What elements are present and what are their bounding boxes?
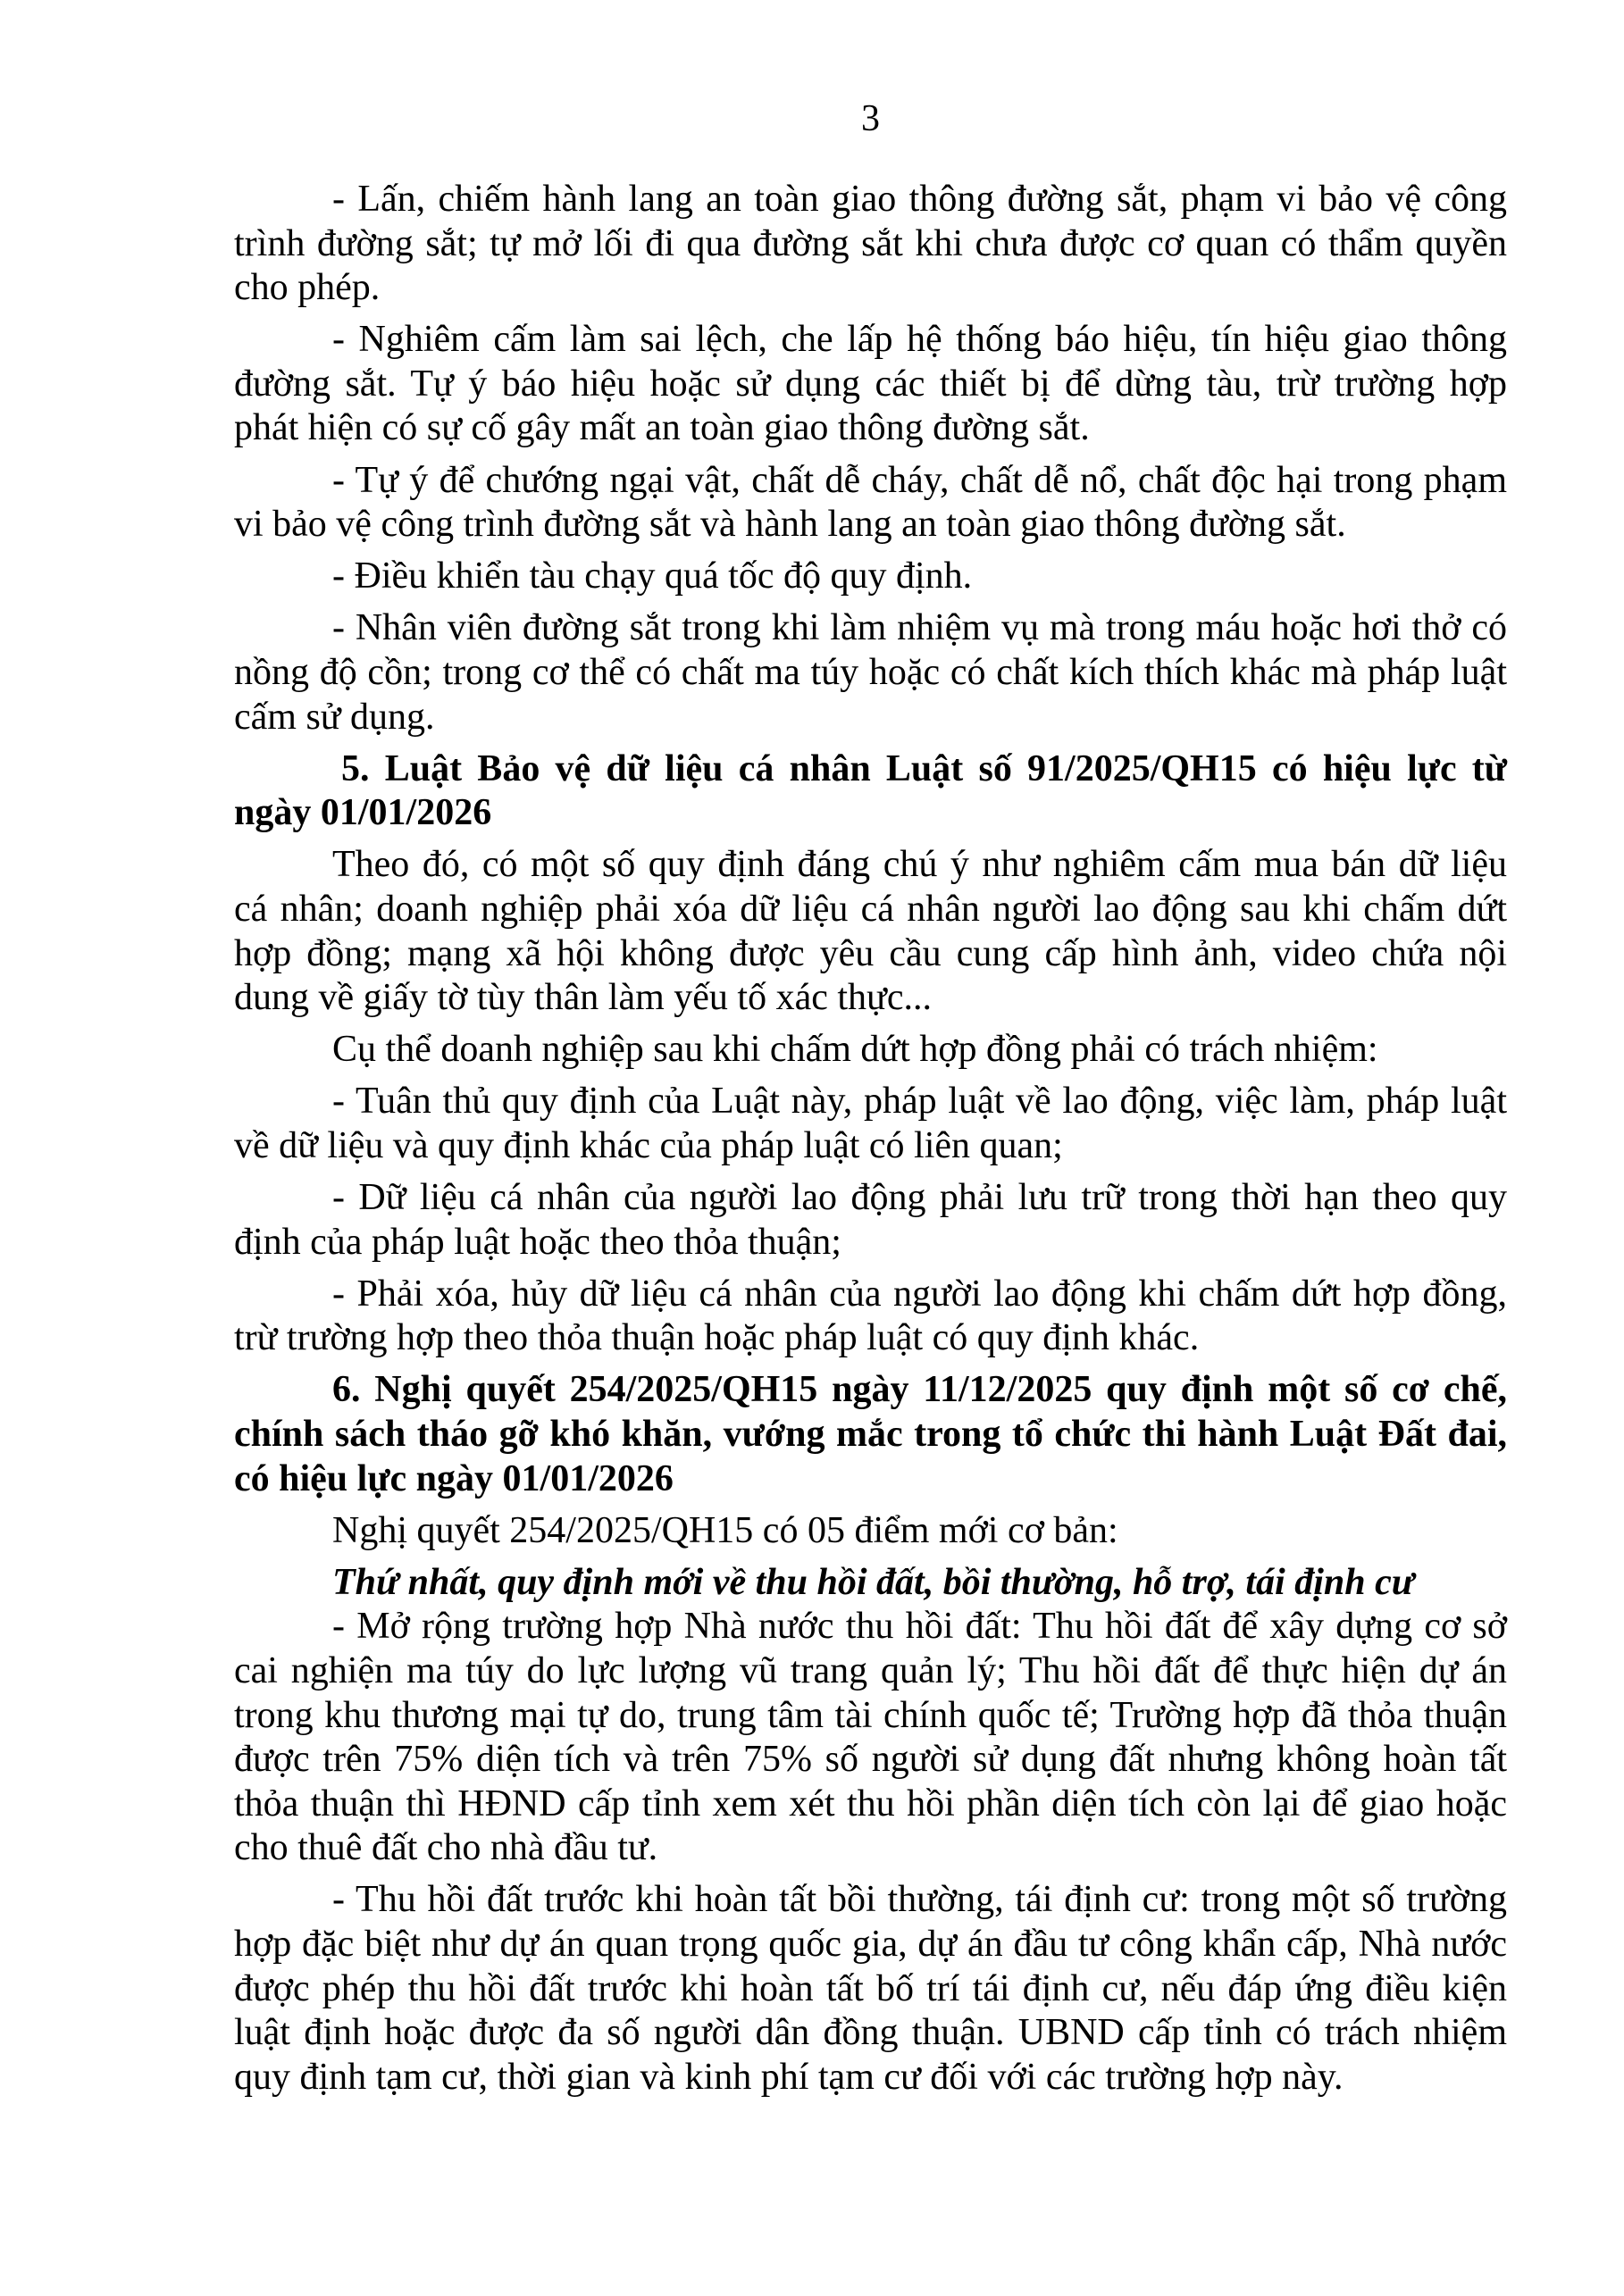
- paragraph-obstacles: [234, 459, 1507, 547]
- text-line: về dữ liệu và quy định khác của pháp luật có liên quan;: [234, 1124, 1063, 1166]
- text-line: cho thuê đất cho nhà đầu tư.: [234, 1827, 658, 1869]
- text-line: - Nhân viên đường sắt trong khi làm nhiệm vụ mà trong máu hoặc hơi thở có: [332, 607, 1507, 649]
- text-line: - Mở rộng trường hợp Nhà nước thu hồi đất: Thu hồi đất để xây dựng cơ sở: [332, 1606, 1507, 1648]
- document-body: [234, 178, 1507, 2100]
- text-line: trình đường sắt; tự mở lối đi qua đường sắt khi chưa được cơ quan có thẩm quyền: [234, 222, 1507, 264]
- text-line: đường sắt. Tự ý báo hiệu hoặc sử dụng các thiết bị để dừng tàu, trừ trường hợp: [234, 363, 1507, 405]
- text-line: được phép thu hồi đất trước khi hoàn tất bố trí tái định cư, nếu đáp ứng điều kiện: [234, 1967, 1507, 2009]
- paragraph-speeding: [234, 555, 1507, 599]
- text-line: - Tuân thủ quy định của Luật này, pháp luật về lao động, việc làm, pháp luật: [332, 1081, 1507, 1123]
- text-line: cho phép.: [234, 267, 381, 309]
- text-line: - Dữ liệu cá nhân của người lao động phải lưu trữ trong thời hạn theo quy: [332, 1176, 1507, 1218]
- text-line: dung về giấy tờ tùy thân làm yếu tố xác thực...: [234, 977, 932, 1019]
- heading-line: chính sách tháo gỡ khó khăn, vướng mắc trong tổ chức thi hành Luật Đất đai,: [234, 1413, 1507, 1455]
- heading-line: có hiệu lực ngày 01/01/2026: [234, 1457, 674, 1499]
- heading-line: 5. Luật Bảo vệ dữ liệu cá nhân Luật số 91/2025/QH15 có hiệu lực từ: [341, 747, 1507, 789]
- text-line: - Phải xóa, hủy dữ liệu cá nhân của người lao động khi chấm dứt hợp đồng,: [332, 1273, 1507, 1315]
- text-line: phát hiện có sự cố gây mất an toàn giao thông đường sắt.: [234, 407, 1090, 449]
- page-number: 3: [861, 98, 880, 139]
- text-line: cá nhân; doanh nghiệp phải xóa dữ liệu cá nhân người lao động sau khi chấm dứt: [234, 888, 1507, 930]
- text-line: - Nghiêm cấm làm sai lệch, che lấp hệ thống báo hiệu, tín hiệu giao thông: [332, 319, 1507, 361]
- text-line: Nghị quyết 254/2025/QH15 có 05 điểm mới cơ bản:: [332, 1509, 1118, 1551]
- section-heading-5: [234, 747, 1507, 836]
- text-line: - Điều khiển tàu chạy quá tốc độ quy định.: [332, 555, 973, 597]
- text-line: quy định tạm cư, thời gian và kinh phí tạm cư đối với các trường hợp này.: [234, 2056, 1344, 2098]
- paragraph-signal-tampering: [234, 318, 1507, 451]
- text-line: được trên 75% diện tích và trên 75% số người sử dụng đất nhưng không hoàn tất: [234, 1739, 1507, 1781]
- paragraph-resolution-intro: [234, 1509, 1507, 1554]
- text-line: - Tự ý để chướng ngại vật, chất dễ cháy, chất dễ nổ, chất độc hại trong phạm: [332, 459, 1507, 501]
- text-line: hợp đồng; mạng xã hội không được yêu cầu cung cấp hình ảnh, video chứa nội: [234, 932, 1507, 974]
- paragraph-employer-duties: [234, 1028, 1507, 1073]
- text-line: vi bảo vệ công trình đường sắt và hành lang an toàn giao thông đường sắt.: [234, 504, 1346, 546]
- heading-line: 6. Nghị quyết 254/2025/QH15 ngày 11/12/2025 quy định một số cơ chế,: [332, 1369, 1507, 1411]
- text-line: định của pháp luật hoặc theo thỏa thuận;: [234, 1221, 841, 1263]
- text-line: thỏa thuận thì HĐND cấp tỉnh xem xét thu hồi phần diện tích còn lại để giao hoặc: [234, 1783, 1507, 1824]
- text-line: hợp đặc biệt như dự án quan trọng quốc gia, dự án đầu tư công khẩn cấp, Nhà nước: [234, 1923, 1507, 1965]
- paragraph-data-law-summary: [234, 843, 1507, 1020]
- text-line: Cụ thể doanh nghiệp sau khi chấm dứt hợp đồng phải có trách nhiệm:: [332, 1029, 1378, 1071]
- paragraph-railway-encroachment: [234, 178, 1507, 311]
- text-line: Theo đó, có một số quy định đáng chú ý như nghiêm cấm mua bán dữ liệu: [332, 844, 1507, 886]
- section-heading-6: [234, 1368, 1507, 1501]
- text-line: luật định hoặc được đa số người dân đồng thuận. UBND cấp tỉnh có trách nhiệm: [234, 2012, 1507, 2054]
- heading-line: ngày 01/01/2026: [234, 792, 492, 834]
- text-line: - Lấn, chiếm hành lang an toàn giao thông đường sắt, phạm vi bảo vệ công: [332, 179, 1507, 220]
- text-line: cấm sử dụng.: [234, 696, 435, 738]
- text-line: nồng độ cồn; trong cơ thể có chất ma túy hoặc có chất kích thích khác mà pháp luật: [234, 651, 1507, 693]
- paragraph-land-recovery-expansion: [234, 1605, 1507, 1871]
- text-line: cai nghiện ma túy do lực lượng vũ trang quản lý; Thu hồi đất để thực hiện dự án: [234, 1649, 1507, 1691]
- paragraph-early-land-recovery: [234, 1878, 1507, 2100]
- subheading-line: Thứ nhất, quy định mới về thu hồi đất, bồi thường, hỗ trợ, tái định cư: [332, 1561, 1414, 1603]
- paragraph-data-deletion: [234, 1273, 1507, 1361]
- paragraph-compliance: [234, 1080, 1507, 1168]
- paragraph-data-retention: [234, 1176, 1507, 1265]
- text-line: trừ trường hợp theo thỏa thuận hoặc pháp luật có quy định khác.: [234, 1317, 1200, 1359]
- text-line: trong khu thương mại tự do, trung tâm tài chính quốc tế; Trường hợp đã thỏa thuận: [234, 1694, 1507, 1736]
- subheading-first-point: [234, 1561, 1507, 1606]
- paragraph-alcohol: [234, 606, 1507, 739]
- text-line: - Thu hồi đất trước khi hoàn tất bồi thường, tái định cư: trong một số trường: [332, 1879, 1507, 1921]
